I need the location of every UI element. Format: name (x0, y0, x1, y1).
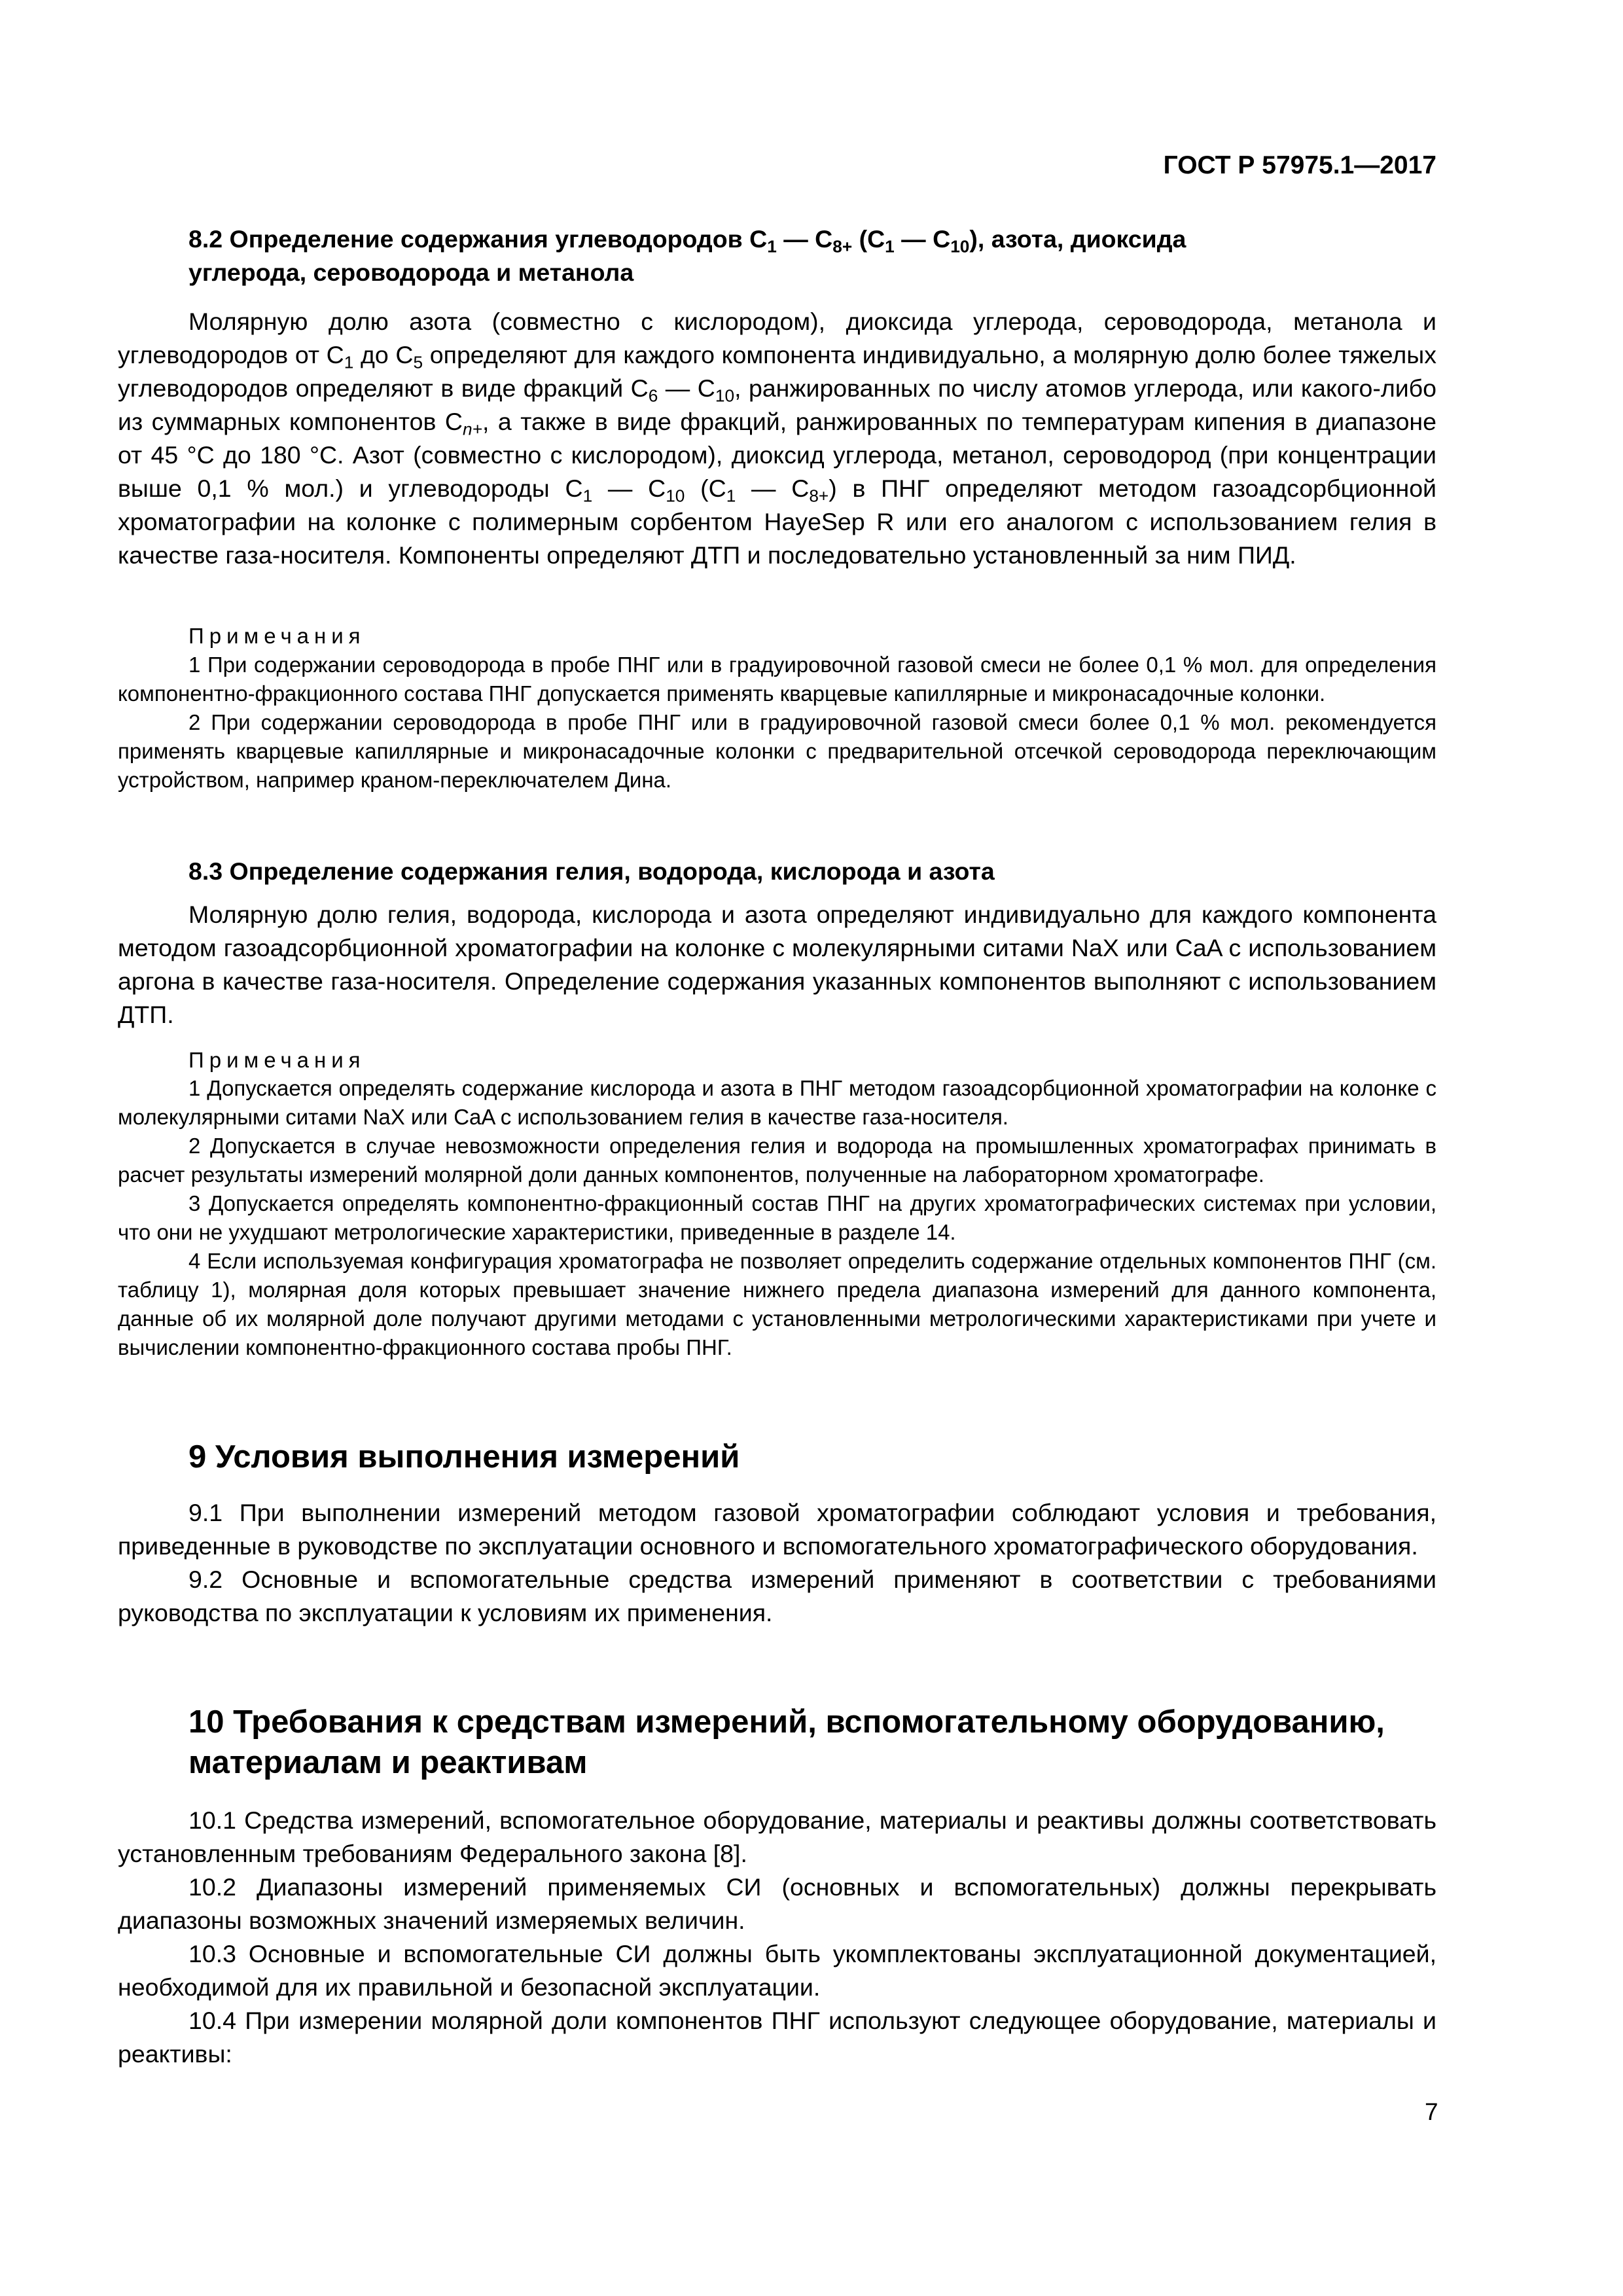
standard-number: ГОСТ Р 57975.1—2017 (1163, 151, 1436, 179)
section-10-heading: 10 Требования к средствам измерений, вспомогательному оборудованию, материалам и реактивам (188, 1704, 1385, 1780)
note-item: 1 Допускается определять содержание кислорода и азота в ПНГ методом газоадсорбционной хроматографии на колонке с молекулярными ситами NaX или CaA с использованием гелия в качестве газа-носителя. (118, 1076, 1436, 1129)
section-9-heading: 9 Условия выполнения измерений (188, 1439, 740, 1475)
section-8-3-body (118, 898, 1436, 1031)
section-8-2-notes (118, 651, 1436, 795)
section-10-paragraph: 10.1 Средства измерений, вспомогательное оборудование, материалы и реактивы должны соответствовать установленным требованиям Федерального закона [8]. (118, 1806, 1436, 1867)
section-8-2-body (118, 305, 1436, 572)
section-10-paragraph: 10.4 При измерении молярной доли компонентов ПНГ используют следующее оборудование, материалы и реактивы: (118, 2007, 1436, 2068)
section-8-3-heading: 8.3 Определение содержания гелия, водорода, кислорода и азота (188, 857, 995, 885)
section-10-paragraph: 10.3 Основные и вспомогательные СИ должны быть укомплектованы эксплуатационной документацией, необходимой для их правильной и безопасной эксплуатации. (118, 1940, 1436, 2001)
section-8-3-paragraph: Молярную долю гелия, водорода, кислорода и азота определяют индивидуально для каждого компонента методом газоадсорбционной хроматографии на колонке с молекулярными ситами NaX или CaA с использованием аргона в качестве газа-носителя. Определение содержания указанных компонентов выполняют с использованием ДТП. (118, 901, 1436, 1028)
section-9-body (118, 1496, 1436, 1630)
note-item: 2 Допускается в случае невозможности определения гелия и водорода на промышленных хроматографах принимать в расчет результаты измерений молярной доли данных компонентов, полученные на лабораторном хроматографе. (118, 1134, 1436, 1187)
section-8-2-notes-title: Примечания (188, 624, 366, 648)
page-number: 7 (1425, 2098, 1438, 2125)
section-8-2-paragraph: Молярную долю азота (совместно с кислородом), диоксида углерода, сероводорода, метанола и углеводородов от $C_1$ до $C_5$ определяют для каждого компонента индивидуально, а молярную долю более тяжелых углеводородов определяют в виде фракций $C_6$ — $C_{10}$, ранжированных по числу атомов углерода, или какого-либо из суммарных компонентов $C_{n+}$, а также в виде фракций, ранжированных по температурам кипения в диапазоне от 45 °C до 180 °C. Азот (совместно с кислородом), диоксид углерода, метанол, сероводород (при концентрации выше 0,1 % мол.) и углеводороды $C_1$ — $C_{10}$ ($C_1$ — $C_{8+}$) в ПНГ определяют методом газоадсорбционной хроматографии на колонке с полимерным сорбентом HayeSep R или его аналогом с использованием гелия в качестве газа-носителя. Компоненты определяют ДТП и последовательно установленный за ним ПИД. (118, 308, 1437, 569)
section-10-paragraph: 10.2 Диапазоны измерений применяемых СИ (основных и вспомогательных) должны перекрывать диапазоны возможных значений измеряемых величин. (118, 1873, 1436, 1934)
section-8-3-notes (118, 1074, 1436, 1362)
section-8-3-notes-title: Примечания (188, 1048, 366, 1072)
note-item: 2 При содержании сероводорода в пробе ПНГ или в градуировочной газовой смеси более 0,1 % мол. рекомендуется применять кварцевые капиллярные и микронасадочные колонки с предварительной отсечкой сероводорода переключающим устройством, например краном-переключателем Дина. (118, 710, 1436, 792)
note-item: 1 При содержании сероводорода в пробе ПНГ или в градуировочной газовой смеси не более 0,1 % мол. для определения компонентно-фракционного состава ПНГ допускается применять кварцевые капиллярные и микронасадочные колонки. (118, 653, 1436, 706)
section-10-body (118, 1804, 1436, 2071)
note-item: 4 Если используемая конфигурация хроматографа не позволяет определить содержание отдельных компонентов ПНГ (см. таблицу 1), молярная доля которых превышает значение нижнего предела диапазона измерений для данного компонента, данные об их молярной доле получают другими методами с установленными метрологическими характеристиками при учете и вычислении компонентно-фракционного состава пробы ПНГ. (118, 1249, 1436, 1359)
section-8-2-heading: 8.2 Определение содержания углеводородов $C_1$ — $C_{8+}$ ($C_1$ — $C_{10}$), азота, диоксида углерода, сероводорода и метанола (188, 225, 1186, 286)
note-item: 3 Допускается определять компонентно-фракционный состав ПНГ на других хроматографических системах при условии, что они не ухудшают метрологические характеристики, приведенные в разделе 14. (118, 1191, 1436, 1244)
section-9-paragraph: 9.1 При выполнении измерений методом газовой хроматографии соблюдают условия и требования, приведенные в руководстве по эксплуатации основного и вспомогательного хроматографического оборудования. (118, 1499, 1436, 1560)
section-9-paragraph: 9.2 Основные и вспомогательные средства измерений применяют в соответствии с требованиями руководства по эксплуатации к условиям их применения. (118, 1566, 1436, 1626)
